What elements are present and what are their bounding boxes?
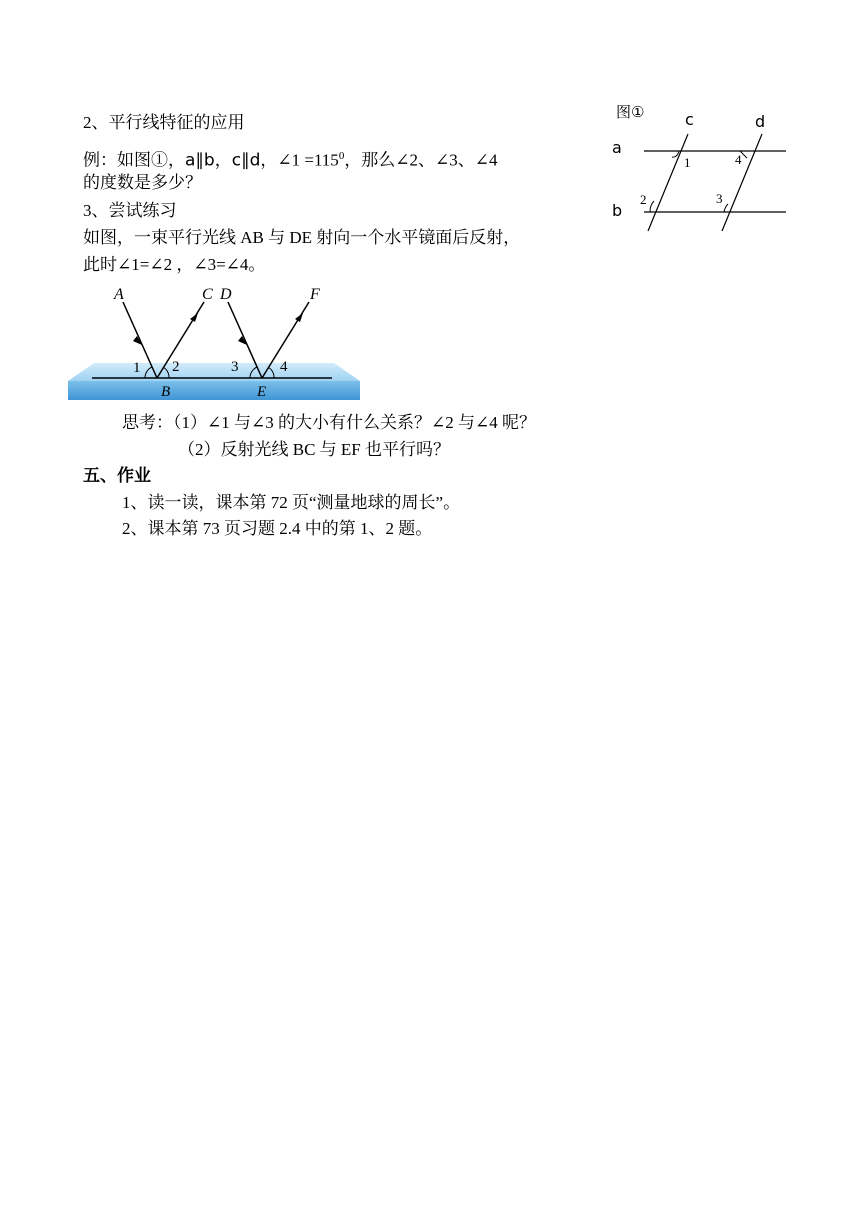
example-angle: ，∠1 =115: [260, 150, 339, 170]
mirror-reflection-figure: [64, 280, 364, 405]
line-c-label: c: [685, 110, 694, 129]
angle-2-arc: [650, 201, 654, 212]
point-e-label: E: [257, 384, 267, 400]
example-cond-ab: a∥b: [185, 150, 215, 171]
homework-title: 五、作业: [83, 466, 151, 486]
angle-1-label: 1: [133, 360, 141, 376]
point-f-label: F: [310, 286, 320, 303]
point-b-label: B: [161, 384, 171, 400]
example-line-2: 的度数是多少？: [83, 173, 202, 192]
homework-item-2: 2、课本第 73 页习题 2.4 中的第 1、2 题。: [122, 519, 433, 538]
figure-1-caption: 图①: [616, 103, 645, 121]
line-d-label: d: [755, 112, 766, 131]
section3-line-2: 此时∠1=∠2 ，∠3=∠4。: [83, 255, 266, 274]
arrow-bc: [190, 313, 198, 322]
think-question-2: （2）反射光线 BC 与 EF 也平行吗？: [178, 440, 451, 459]
example-cond-cd: c∥d: [231, 150, 261, 171]
example-prefix: 例：如图①，: [83, 150, 185, 170]
example-sep: ，: [214, 150, 232, 170]
angle-1-arc: [672, 151, 679, 157]
point-a-label: A: [114, 286, 124, 303]
section3-line-1: 如图，一束平行光线 AB 与 DE 射向一个水平镜面后反射，: [83, 228, 521, 247]
angle-1-label: 1: [684, 155, 691, 170]
angle-2-label: 2: [640, 192, 647, 207]
angle-3-label: 3: [231, 359, 239, 375]
section3-title: 3、尝试练习: [83, 201, 177, 220]
line-d: [722, 134, 762, 231]
angle-4-label: 4: [280, 359, 288, 375]
angle-3-arc: [724, 204, 728, 212]
angle-3-label: 3: [716, 191, 723, 206]
line-c: [648, 134, 688, 231]
arrow-ef: [295, 313, 303, 322]
line-a-label: a: [612, 138, 622, 157]
example-suffix: ，那么∠2、∠3、∠4: [344, 150, 498, 170]
think-question-1: 思考：（1）∠1 与∠3 的大小有什么关系？∠2 与∠4 呢？: [122, 413, 536, 432]
point-c-label: C: [202, 286, 213, 303]
homework-item-1: 1、读一读，课本第 72 页“测量地球的周长”。: [122, 493, 461, 512]
degree-superscript: 0: [338, 150, 345, 162]
section2-title: 2、平行线特征的应用: [83, 113, 245, 132]
figure-1-parallel-lines: [604, 96, 794, 246]
example-line-1: [83, 145, 498, 172]
point-d-label: D: [220, 286, 232, 303]
angle-2-label: 2: [172, 359, 180, 375]
line-b-label: b: [612, 201, 623, 220]
angle-4-label: 4: [735, 152, 742, 167]
mirror-front-face: [68, 381, 360, 400]
